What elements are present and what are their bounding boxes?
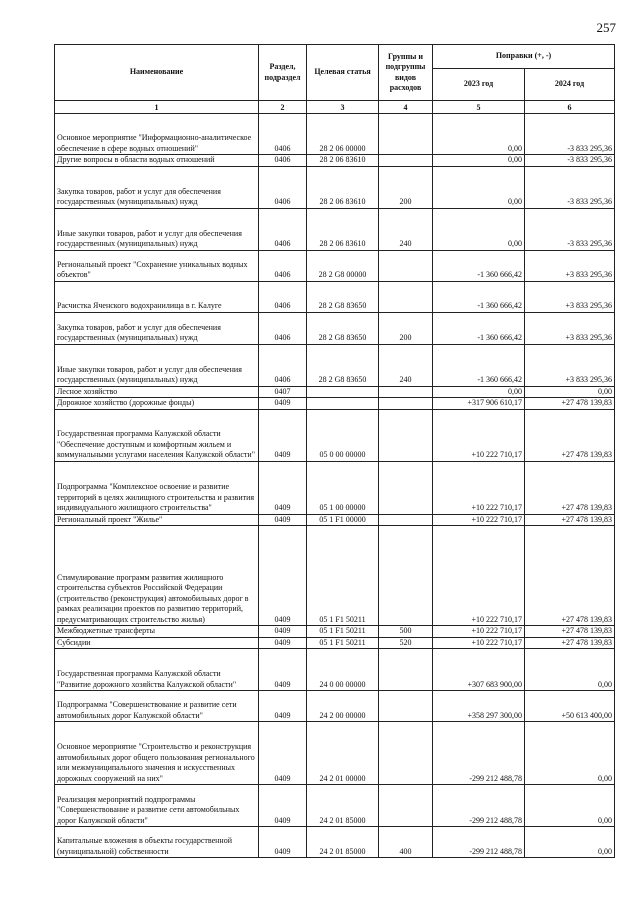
cell-group [379, 514, 433, 526]
cell-v2024: 0,00 [525, 785, 615, 827]
cell-article [307, 386, 379, 398]
table-row [55, 637, 615, 649]
cell-article: 24 2 01 00000 [307, 722, 379, 785]
cell-group [379, 398, 433, 410]
cell-v2024: 0,00 [525, 827, 615, 858]
cell-article: 28 2 G8 83650 [307, 281, 379, 312]
cell-name: Реализация мероприятий подпрограммы "Совершенствование и развитие сети автомобильных дорог Калужской области" [55, 785, 259, 827]
cell-group: 520 [379, 637, 433, 649]
cell-group: 400 [379, 827, 433, 858]
cell-group [379, 722, 433, 785]
cell-name: Подпрограмма "Совершенствование и развитие сети автомобильных дорог Калужской области" [55, 691, 259, 722]
table-row [55, 386, 615, 398]
cell-section: 0409 [259, 398, 307, 410]
cell-group [379, 461, 433, 514]
cell-name: Дорожное хозяйство (дорожные фонды) [55, 398, 259, 410]
page-number: 257 [596, 20, 616, 35]
cell-v2023: +307 683 900,00 [433, 649, 525, 691]
cell-article: 05 1 F1 50211 [307, 526, 379, 626]
cell-v2024: +27 478 139,83 [525, 526, 615, 626]
cell-v2023: 0,00 [433, 208, 525, 250]
cell-section: 0406 [259, 281, 307, 312]
table-row [55, 827, 615, 858]
column-number-row [55, 101, 615, 114]
table-row [55, 166, 615, 208]
cell-section: 0409 [259, 526, 307, 626]
table-row [55, 514, 615, 526]
cell-name: Региональный проект "Жилье" [55, 514, 259, 526]
cell-v2023: +10 222 710,17 [433, 409, 525, 461]
cell-name: Региональный проект "Сохранение уникальных водных объектов" [55, 250, 259, 281]
cell-v2024: -3 833 295,36 [525, 155, 615, 167]
table-row [55, 281, 615, 312]
column-number: 5 [433, 101, 525, 114]
cell-name: Государственная программа Калужской области "Обеспечение доступным и комфортным жильем и коммунальными услугами населения Калужской области" [55, 409, 259, 461]
table-row [55, 312, 615, 344]
cell-section: 0406 [259, 312, 307, 344]
table-row [55, 626, 615, 638]
cell-v2024: -3 833 295,36 [525, 114, 615, 155]
cell-v2023: -1 360 666,42 [433, 281, 525, 312]
cell-section: 0409 [259, 827, 307, 858]
header-section: Раздел, подраздел [259, 45, 307, 101]
column-number: 3 [307, 101, 379, 114]
budget-amendments-table [54, 44, 615, 858]
cell-v2024: +27 478 139,83 [525, 637, 615, 649]
cell-section: 0409 [259, 626, 307, 638]
table-row [55, 344, 615, 386]
cell-v2023: 0,00 [433, 114, 525, 155]
cell-v2023: -1 360 666,42 [433, 312, 525, 344]
cell-group [379, 386, 433, 398]
cell-section: 0409 [259, 461, 307, 514]
cell-name: Закупка товаров, работ и услуг для обеспечения государственных (муниципальных) нужд [55, 312, 259, 344]
cell-v2024: +27 478 139,83 [525, 514, 615, 526]
cell-name: Подпрограмма "Комплексное освоение и развитие территорий в целях жилищного строительства и развития индивидуального жилищного строительства" [55, 461, 259, 514]
cell-section: 0406 [259, 208, 307, 250]
cell-v2023: +10 222 710,17 [433, 626, 525, 638]
cell-v2023: 0,00 [433, 166, 525, 208]
cell-section: 0406 [259, 250, 307, 281]
cell-name: Субсидии [55, 637, 259, 649]
cell-section: 0409 [259, 785, 307, 827]
cell-article: 28 2 06 83610 [307, 155, 379, 167]
table-row [55, 461, 615, 514]
cell-group [379, 250, 433, 281]
table-row [55, 398, 615, 410]
cell-group [379, 526, 433, 626]
cell-name: Иные закупки товаров, работ и услуг для обеспечения государственных (муниципальных) нужд [55, 208, 259, 250]
cell-v2024: -3 833 295,36 [525, 208, 615, 250]
table-row [55, 649, 615, 691]
cell-group [379, 114, 433, 155]
cell-group [379, 281, 433, 312]
cell-v2023: 0,00 [433, 155, 525, 167]
cell-v2023: +10 222 710,17 [433, 637, 525, 649]
cell-name: Другие вопросы в области водных отношений [55, 155, 259, 167]
header-year-2024: 2024 год [525, 69, 615, 101]
cell-group: 500 [379, 626, 433, 638]
header-name: Наименование [55, 45, 259, 101]
cell-v2024: +27 478 139,83 [525, 398, 615, 410]
cell-v2024: +27 478 139,83 [525, 461, 615, 514]
cell-name: Межбюджетные трансферты [55, 626, 259, 638]
cell-v2023: +358 297 300,00 [433, 691, 525, 722]
cell-name: Основное мероприятие "Информационно-аналитическое обеспечение в сфере водных отношений" [55, 114, 259, 155]
cell-v2024: 0,00 [525, 649, 615, 691]
cell-v2024: -3 833 295,36 [525, 166, 615, 208]
cell-name: Капитальные вложения в объекты государственной (муниципальной) собственности [55, 827, 259, 858]
cell-v2023: -1 360 666,42 [433, 250, 525, 281]
cell-section: 0407 [259, 386, 307, 398]
table-row [55, 155, 615, 167]
cell-group: 200 [379, 312, 433, 344]
table-row [55, 691, 615, 722]
cell-group [379, 649, 433, 691]
cell-article: 24 2 00 00000 [307, 691, 379, 722]
cell-group: 240 [379, 344, 433, 386]
table-row [55, 208, 615, 250]
cell-v2024: +3 833 295,36 [525, 281, 615, 312]
cell-section: 0409 [259, 514, 307, 526]
cell-article [307, 398, 379, 410]
cell-name: Основное мероприятие "Строительство и реконструкция автомобильных дорог общего пользования регионального или межмуниципального значения и искусственных дорожных сооружений на них" [55, 722, 259, 785]
cell-v2024: +50 613 400,00 [525, 691, 615, 722]
cell-section: 0409 [259, 649, 307, 691]
cell-section: 0406 [259, 166, 307, 208]
cell-name: Иные закупки товаров, работ и услуг для обеспечения государственных (муниципальных) нужд [55, 344, 259, 386]
cell-name: Закупка товаров, работ и услуг для обеспечения государственных (муниципальных) нужд [55, 166, 259, 208]
cell-v2024: +27 478 139,83 [525, 626, 615, 638]
cell-v2023: -299 212 488,78 [433, 827, 525, 858]
table-row [55, 250, 615, 281]
column-number: 2 [259, 101, 307, 114]
cell-v2023: -299 212 488,78 [433, 785, 525, 827]
column-number: 6 [525, 101, 615, 114]
header-year-2023: 2023 год [433, 69, 525, 101]
cell-v2023: +10 222 710,17 [433, 526, 525, 626]
table-row [55, 114, 615, 155]
cell-name: Государственная программа Калужской области "Развитие дорожного хозяйства Калужской области" [55, 649, 259, 691]
cell-v2023: +317 906 610,17 [433, 398, 525, 410]
cell-group: 240 [379, 208, 433, 250]
cell-v2023: -299 212 488,78 [433, 722, 525, 785]
header-amendments: Поправки (+, -) [433, 45, 615, 69]
table-row [55, 409, 615, 461]
cell-section: 0406 [259, 155, 307, 167]
table-row [55, 526, 615, 626]
column-number: 1 [55, 101, 259, 114]
cell-name: Лесное хозяйство [55, 386, 259, 398]
cell-v2023: +10 222 710,17 [433, 461, 525, 514]
table-body [55, 114, 615, 858]
cell-article: 24 2 01 85000 [307, 785, 379, 827]
cell-article: 28 2 06 83610 [307, 208, 379, 250]
cell-name: Расчистка Яченского водохранилища в г. Калуге [55, 281, 259, 312]
cell-v2024: +3 833 295,36 [525, 250, 615, 281]
cell-article: 24 2 01 85000 [307, 827, 379, 858]
cell-article: 24 0 00 00000 [307, 649, 379, 691]
cell-article: 28 2 06 83610 [307, 166, 379, 208]
cell-group [379, 155, 433, 167]
table-row [55, 785, 615, 827]
header-article: Целевая статья [307, 45, 379, 101]
cell-group: 200 [379, 166, 433, 208]
cell-section: 0409 [259, 722, 307, 785]
cell-article: 28 2 G8 83650 [307, 344, 379, 386]
cell-section: 0409 [259, 637, 307, 649]
cell-v2023: 0,00 [433, 386, 525, 398]
cell-article: 05 1 F1 00000 [307, 514, 379, 526]
cell-section: 0406 [259, 344, 307, 386]
cell-group [379, 691, 433, 722]
cell-article: 05 1 F1 50211 [307, 637, 379, 649]
table-row [55, 722, 615, 785]
cell-article: 05 0 00 00000 [307, 409, 379, 461]
cell-v2024: 0,00 [525, 386, 615, 398]
cell-section: 0406 [259, 114, 307, 155]
cell-section: 0409 [259, 691, 307, 722]
cell-article: 28 2 G8 00000 [307, 250, 379, 281]
cell-article: 28 2 G8 83650 [307, 312, 379, 344]
cell-v2023: -1 360 666,42 [433, 344, 525, 386]
cell-article: 05 1 00 00000 [307, 461, 379, 514]
column-number: 4 [379, 101, 433, 114]
cell-v2024: +3 833 295,36 [525, 344, 615, 386]
cell-v2024: +3 833 295,36 [525, 312, 615, 344]
cell-group [379, 409, 433, 461]
header-groups: Группы и подгруппы видов расходов [379, 45, 433, 101]
cell-v2024: +27 478 139,83 [525, 409, 615, 461]
cell-v2024: 0,00 [525, 722, 615, 785]
cell-v2023: +10 222 710,17 [433, 514, 525, 526]
cell-article: 28 2 06 00000 [307, 114, 379, 155]
cell-name: Стимулирование программ развития жилищного строительства субъектов Российской Федерации (строительство (реконструкция) автомобильных дорог в рамках реализации проектов по развитию территорий, предусматривающих строительство жилья) [55, 526, 259, 626]
cell-section: 0409 [259, 409, 307, 461]
cell-article: 05 1 F1 50211 [307, 626, 379, 638]
cell-group [379, 785, 433, 827]
